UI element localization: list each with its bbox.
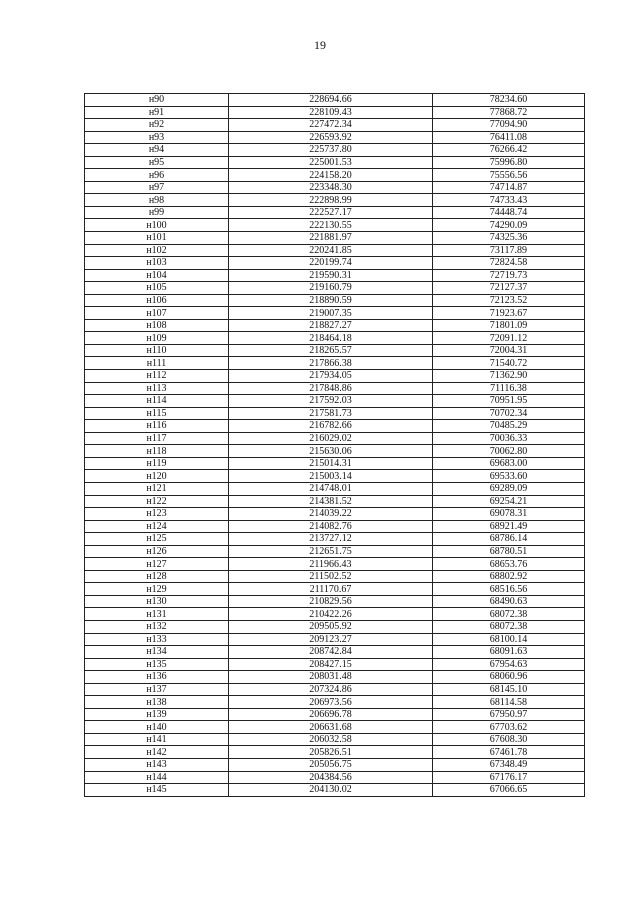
point-id-cell: н111 (85, 357, 229, 370)
table-row (85, 784, 585, 797)
y-coordinate-cell: 72127.37 (433, 282, 585, 295)
y-coordinate-cell: 68490.63 (433, 595, 585, 608)
table-row (85, 445, 585, 458)
table-row (85, 357, 585, 370)
table-row (85, 232, 585, 245)
table-row (85, 733, 585, 746)
point-id-cell: н138 (85, 696, 229, 709)
x-coordinate-cell: 214748.01 (229, 482, 433, 495)
table-row (85, 244, 585, 257)
table-row (85, 219, 585, 232)
table-row (85, 119, 585, 132)
y-coordinate-cell: 77094.90 (433, 119, 585, 132)
table-row (85, 156, 585, 169)
y-coordinate-cell: 75996.80 (433, 156, 585, 169)
y-coordinate-cell: 69683.00 (433, 457, 585, 470)
y-coordinate-cell: 73117.89 (433, 244, 585, 257)
point-id-cell: н112 (85, 370, 229, 383)
y-coordinate-cell: 70062.80 (433, 445, 585, 458)
point-id-cell: н105 (85, 282, 229, 295)
y-coordinate-cell: 70951.95 (433, 395, 585, 408)
table-row (85, 758, 585, 771)
table-row (85, 395, 585, 408)
x-coordinate-cell: 214381.52 (229, 495, 433, 508)
y-coordinate-cell: 67348.49 (433, 758, 585, 771)
y-coordinate-cell: 77868.72 (433, 106, 585, 119)
table-row (85, 144, 585, 157)
table-row (85, 257, 585, 270)
x-coordinate-cell: 220241.85 (229, 244, 433, 257)
x-coordinate-cell: 205826.51 (229, 746, 433, 759)
point-id-cell: н121 (85, 482, 229, 495)
point-id-cell: н139 (85, 708, 229, 721)
x-coordinate-cell: 216782.66 (229, 420, 433, 433)
table-row (85, 294, 585, 307)
y-coordinate-cell: 68786.14 (433, 533, 585, 546)
table-row (85, 495, 585, 508)
table-row (85, 370, 585, 383)
point-id-cell: н135 (85, 658, 229, 671)
y-coordinate-cell: 71923.67 (433, 307, 585, 320)
table-row (85, 482, 585, 495)
x-coordinate-cell: 215003.14 (229, 470, 433, 483)
table-row (85, 746, 585, 759)
y-coordinate-cell: 74733.43 (433, 194, 585, 207)
x-coordinate-cell: 211502.52 (229, 570, 433, 583)
point-id-cell: н122 (85, 495, 229, 508)
point-id-cell: н99 (85, 206, 229, 219)
y-coordinate-cell: 76266.42 (433, 144, 585, 157)
x-coordinate-cell: 218890.59 (229, 294, 433, 307)
table-row (85, 545, 585, 558)
y-coordinate-cell: 69533.60 (433, 470, 585, 483)
x-coordinate-cell: 209505.92 (229, 620, 433, 633)
table-row (85, 558, 585, 571)
x-coordinate-cell: 225737.80 (229, 144, 433, 157)
table-row (85, 570, 585, 583)
point-id-cell: н97 (85, 181, 229, 194)
point-id-cell: н140 (85, 721, 229, 734)
coordinates-table-body (85, 94, 585, 797)
x-coordinate-cell: 224158.20 (229, 169, 433, 182)
x-coordinate-cell: 209123.27 (229, 633, 433, 646)
point-id-cell: н90 (85, 94, 229, 107)
table-row (85, 169, 585, 182)
y-coordinate-cell: 69078.31 (433, 508, 585, 521)
y-coordinate-cell: 68780.51 (433, 545, 585, 558)
x-coordinate-cell: 220199.74 (229, 257, 433, 270)
x-coordinate-cell: 222130.55 (229, 219, 433, 232)
table-row (85, 646, 585, 659)
point-id-cell: н114 (85, 395, 229, 408)
x-coordinate-cell: 211966.43 (229, 558, 433, 571)
point-id-cell: н144 (85, 771, 229, 784)
x-coordinate-cell: 218464.18 (229, 332, 433, 345)
x-coordinate-cell: 206032.58 (229, 733, 433, 746)
table-row (85, 671, 585, 684)
x-coordinate-cell: 222898.99 (229, 194, 433, 207)
y-coordinate-cell: 68072.38 (433, 620, 585, 633)
y-coordinate-cell: 68145.10 (433, 683, 585, 696)
point-id-cell: н94 (85, 144, 229, 157)
x-coordinate-cell: 217934.05 (229, 370, 433, 383)
table-row (85, 658, 585, 671)
point-id-cell: н93 (85, 131, 229, 144)
x-coordinate-cell: 215014.31 (229, 457, 433, 470)
table-row (85, 307, 585, 320)
y-coordinate-cell: 71540.72 (433, 357, 585, 370)
x-coordinate-cell: 219590.31 (229, 269, 433, 282)
table-row (85, 520, 585, 533)
y-coordinate-cell: 67950.97 (433, 708, 585, 721)
x-coordinate-cell: 218827.27 (229, 319, 433, 332)
table-row (85, 319, 585, 332)
x-coordinate-cell: 212651.75 (229, 545, 433, 558)
point-id-cell: н142 (85, 746, 229, 759)
table-row (85, 432, 585, 445)
y-coordinate-cell: 74325.36 (433, 232, 585, 245)
point-id-cell: н136 (85, 671, 229, 684)
y-coordinate-cell: 69254.21 (433, 495, 585, 508)
y-coordinate-cell: 67608.30 (433, 733, 585, 746)
x-coordinate-cell: 205056.75 (229, 758, 433, 771)
point-id-cell: н103 (85, 257, 229, 270)
point-id-cell: н91 (85, 106, 229, 119)
point-id-cell: н95 (85, 156, 229, 169)
table-row (85, 608, 585, 621)
x-coordinate-cell: 217866.38 (229, 357, 433, 370)
point-id-cell: н127 (85, 558, 229, 571)
point-id-cell: н130 (85, 595, 229, 608)
y-coordinate-cell: 75556.56 (433, 169, 585, 182)
y-coordinate-cell: 70702.34 (433, 407, 585, 420)
point-id-cell: н108 (85, 319, 229, 332)
y-coordinate-cell: 68091.63 (433, 646, 585, 659)
table-row (85, 633, 585, 646)
table-row (85, 771, 585, 784)
y-coordinate-cell: 70036.33 (433, 432, 585, 445)
x-coordinate-cell: 206631.68 (229, 721, 433, 734)
x-coordinate-cell: 211170.67 (229, 583, 433, 596)
y-coordinate-cell: 68060.96 (433, 671, 585, 684)
x-coordinate-cell: 225001.53 (229, 156, 433, 169)
table-row (85, 708, 585, 721)
x-coordinate-cell: 214039.22 (229, 508, 433, 521)
point-id-cell: н126 (85, 545, 229, 558)
x-coordinate-cell: 222527.17 (229, 206, 433, 219)
point-id-cell: н117 (85, 432, 229, 445)
y-coordinate-cell: 68114.58 (433, 696, 585, 709)
point-id-cell: н123 (85, 508, 229, 521)
y-coordinate-cell: 74290.09 (433, 219, 585, 232)
x-coordinate-cell: 214082.76 (229, 520, 433, 533)
point-id-cell: н104 (85, 269, 229, 282)
table-row (85, 181, 585, 194)
table-row (85, 420, 585, 433)
point-id-cell: н141 (85, 733, 229, 746)
y-coordinate-cell: 68802.92 (433, 570, 585, 583)
point-id-cell: н118 (85, 445, 229, 458)
x-coordinate-cell: 208427.15 (229, 658, 433, 671)
table-row (85, 721, 585, 734)
point-id-cell: н134 (85, 646, 229, 659)
point-id-cell: н145 (85, 784, 229, 797)
y-coordinate-cell: 71116.38 (433, 382, 585, 395)
table-row (85, 407, 585, 420)
table-row (85, 206, 585, 219)
y-coordinate-cell: 72824.58 (433, 257, 585, 270)
y-coordinate-cell: 72123.52 (433, 294, 585, 307)
x-coordinate-cell: 206973.56 (229, 696, 433, 709)
point-id-cell: н137 (85, 683, 229, 696)
table-row (85, 382, 585, 395)
point-id-cell: н129 (85, 583, 229, 596)
x-coordinate-cell: 218265.57 (229, 344, 433, 357)
point-id-cell: н133 (85, 633, 229, 646)
point-id-cell: н109 (85, 332, 229, 345)
page-number: 19 (314, 38, 326, 52)
point-id-cell: н116 (85, 420, 229, 433)
point-id-cell: н124 (85, 520, 229, 533)
y-coordinate-cell: 67176.17 (433, 771, 585, 784)
point-id-cell: н143 (85, 758, 229, 771)
x-coordinate-cell: 210829.56 (229, 595, 433, 608)
table-row (85, 470, 585, 483)
point-id-cell: н102 (85, 244, 229, 257)
point-id-cell: н128 (85, 570, 229, 583)
table-row (85, 269, 585, 282)
coordinates-table (84, 93, 585, 797)
y-coordinate-cell: 68653.76 (433, 558, 585, 571)
point-id-cell: н125 (85, 533, 229, 546)
x-coordinate-cell: 215630.06 (229, 445, 433, 458)
point-id-cell: н113 (85, 382, 229, 395)
y-coordinate-cell: 68921.49 (433, 520, 585, 533)
point-id-cell: н92 (85, 119, 229, 132)
y-coordinate-cell: 71362.90 (433, 370, 585, 383)
table-row (85, 194, 585, 207)
point-id-cell: н120 (85, 470, 229, 483)
y-coordinate-cell: 78234.60 (433, 94, 585, 107)
point-id-cell: н107 (85, 307, 229, 320)
y-coordinate-cell: 71801.09 (433, 319, 585, 332)
table-row (85, 282, 585, 295)
y-coordinate-cell: 69289.09 (433, 482, 585, 495)
point-id-cell: н98 (85, 194, 229, 207)
point-id-cell: н101 (85, 232, 229, 245)
point-id-cell: н132 (85, 620, 229, 633)
x-coordinate-cell: 217848.86 (229, 382, 433, 395)
table-row (85, 94, 585, 107)
x-coordinate-cell: 204130.02 (229, 784, 433, 797)
point-id-cell: н115 (85, 407, 229, 420)
point-id-cell: н100 (85, 219, 229, 232)
x-coordinate-cell: 213727.12 (229, 533, 433, 546)
table-row (85, 620, 585, 633)
y-coordinate-cell: 67461.78 (433, 746, 585, 759)
x-coordinate-cell: 216029.02 (229, 432, 433, 445)
point-id-cell: н119 (85, 457, 229, 470)
y-coordinate-cell: 72091.12 (433, 332, 585, 345)
table-row (85, 332, 585, 345)
point-id-cell: н96 (85, 169, 229, 182)
x-coordinate-cell: 204384.56 (229, 771, 433, 784)
x-coordinate-cell: 217581.73 (229, 407, 433, 420)
x-coordinate-cell: 208031.48 (229, 671, 433, 684)
x-coordinate-cell: 226593.92 (229, 131, 433, 144)
y-coordinate-cell: 68072.38 (433, 608, 585, 621)
table-row (85, 533, 585, 546)
y-coordinate-cell: 72004.31 (433, 344, 585, 357)
x-coordinate-cell: 217592.03 (229, 395, 433, 408)
table-row (85, 344, 585, 357)
table-row (85, 696, 585, 709)
y-coordinate-cell: 76411.08 (433, 131, 585, 144)
x-coordinate-cell: 219160.79 (229, 282, 433, 295)
table-row (85, 683, 585, 696)
y-coordinate-cell: 68100.14 (433, 633, 585, 646)
y-coordinate-cell: 72719.73 (433, 269, 585, 282)
point-id-cell: н110 (85, 344, 229, 357)
x-coordinate-cell: 206696.78 (229, 708, 433, 721)
x-coordinate-cell: 228694.66 (229, 94, 433, 107)
y-coordinate-cell: 74448.74 (433, 206, 585, 219)
y-coordinate-cell: 67066.65 (433, 784, 585, 797)
x-coordinate-cell: 221881.97 (229, 232, 433, 245)
y-coordinate-cell: 68516.56 (433, 583, 585, 596)
point-id-cell: н106 (85, 294, 229, 307)
table-row (85, 595, 585, 608)
x-coordinate-cell: 208742.84 (229, 646, 433, 659)
point-id-cell: н131 (85, 608, 229, 621)
y-coordinate-cell: 67954.63 (433, 658, 585, 671)
x-coordinate-cell: 227472.34 (229, 119, 433, 132)
y-coordinate-cell: 67703.62 (433, 721, 585, 734)
table-row (85, 106, 585, 119)
y-coordinate-cell: 74714.87 (433, 181, 585, 194)
x-coordinate-cell: 210422.26 (229, 608, 433, 621)
table-row (85, 131, 585, 144)
x-coordinate-cell: 223348.30 (229, 181, 433, 194)
x-coordinate-cell: 219007.35 (229, 307, 433, 320)
table-row (85, 583, 585, 596)
table-row (85, 457, 585, 470)
x-coordinate-cell: 207324.86 (229, 683, 433, 696)
x-coordinate-cell: 228109.43 (229, 106, 433, 119)
table-row (85, 508, 585, 521)
y-coordinate-cell: 70485.29 (433, 420, 585, 433)
